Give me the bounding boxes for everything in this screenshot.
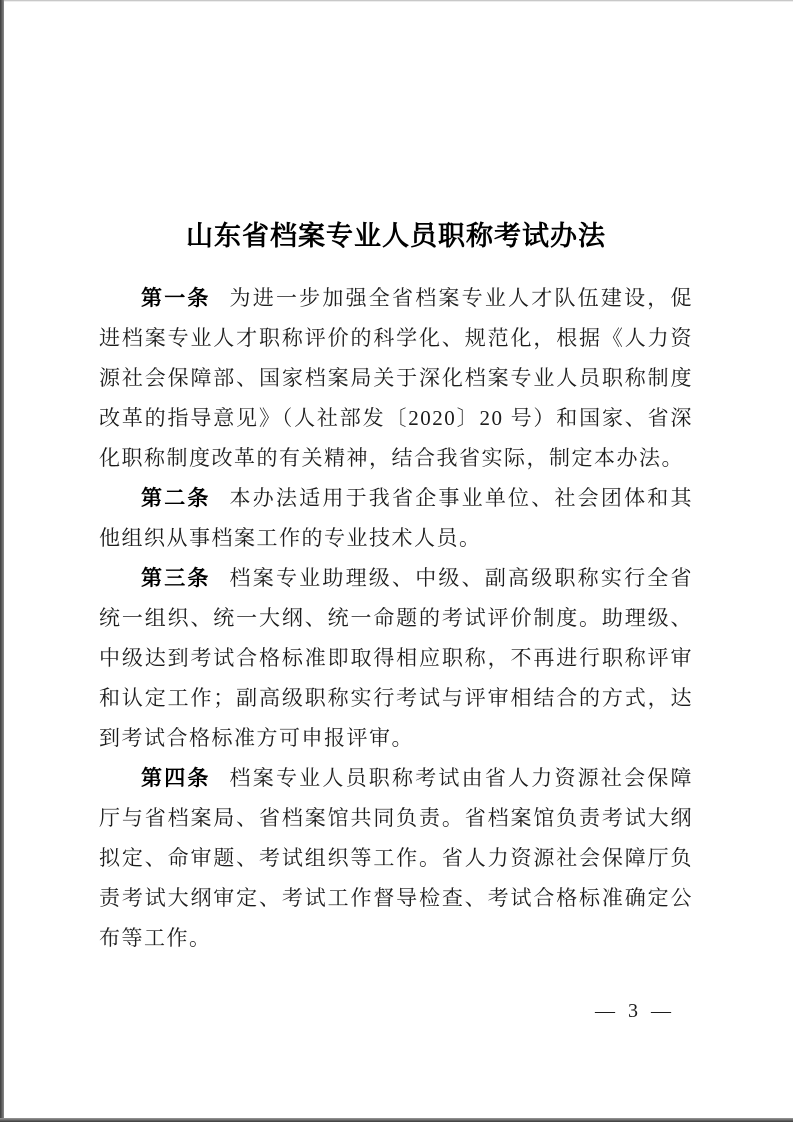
document-page bbox=[99, 218, 693, 958]
paragraph-article-4 bbox=[99, 758, 693, 958]
page-number: — 3 — bbox=[595, 1000, 675, 1022]
document-title: 山东省档案专业人员职称考试办法 bbox=[186, 221, 606, 251]
article-4-label: 第四条 bbox=[141, 766, 211, 790]
article-1-text: 为进一步加强全省档案专业人才队伍建设，促进档案专业人才职称评价的科学化、规范化，根据《人力资源社会保障部、国家档案局关于深化档案专业人员职称制度改革的指导意见》（人社部发〔2020〕20 号）和国家、省深化职称制度改革的有关精神，结合我省实际，制定本办法。 bbox=[99, 286, 694, 470]
article-2-text: 本办法适用于我省企事业单位、社会团体和其他组织从事档案工作的专业技术人员。 bbox=[99, 486, 694, 550]
article-3-label: 第三条 bbox=[141, 566, 211, 590]
paragraph-article-1 bbox=[99, 278, 693, 478]
paragraph-article-3 bbox=[99, 558, 693, 758]
article-1-label: 第一条 bbox=[141, 286, 211, 310]
scan-artifact-top-edge bbox=[0, 0, 793, 2]
article-2-label: 第二条 bbox=[141, 486, 211, 510]
scan-artifact-bottom-edge bbox=[0, 1118, 793, 1122]
scan-artifact-left-edge bbox=[0, 0, 4, 1122]
article-3-text: 档案专业助理级、中级、副高级职称实行全省统一组织、统一大纲、统一命题的考试评价制度。助理级、中级达到考试合格标准即取得相应职称，不再进行职称评审和认定工作；副高级职称实行考试与评审相结合的方式，达到考试合格标准方可申报评审。 bbox=[99, 566, 694, 750]
paragraph-article-2 bbox=[99, 478, 693, 558]
article-4-text: 档案专业人员职称考试由省人力资源社会保障厅与省档案局、省档案馆共同负责。省档案馆负责考试大纲拟定、命审题、考试组织等工作。省人力资源社会保障厅负责考试大纲审定、考试工作督导检查、考试合格标准确定公布等工作。 bbox=[99, 766, 694, 950]
